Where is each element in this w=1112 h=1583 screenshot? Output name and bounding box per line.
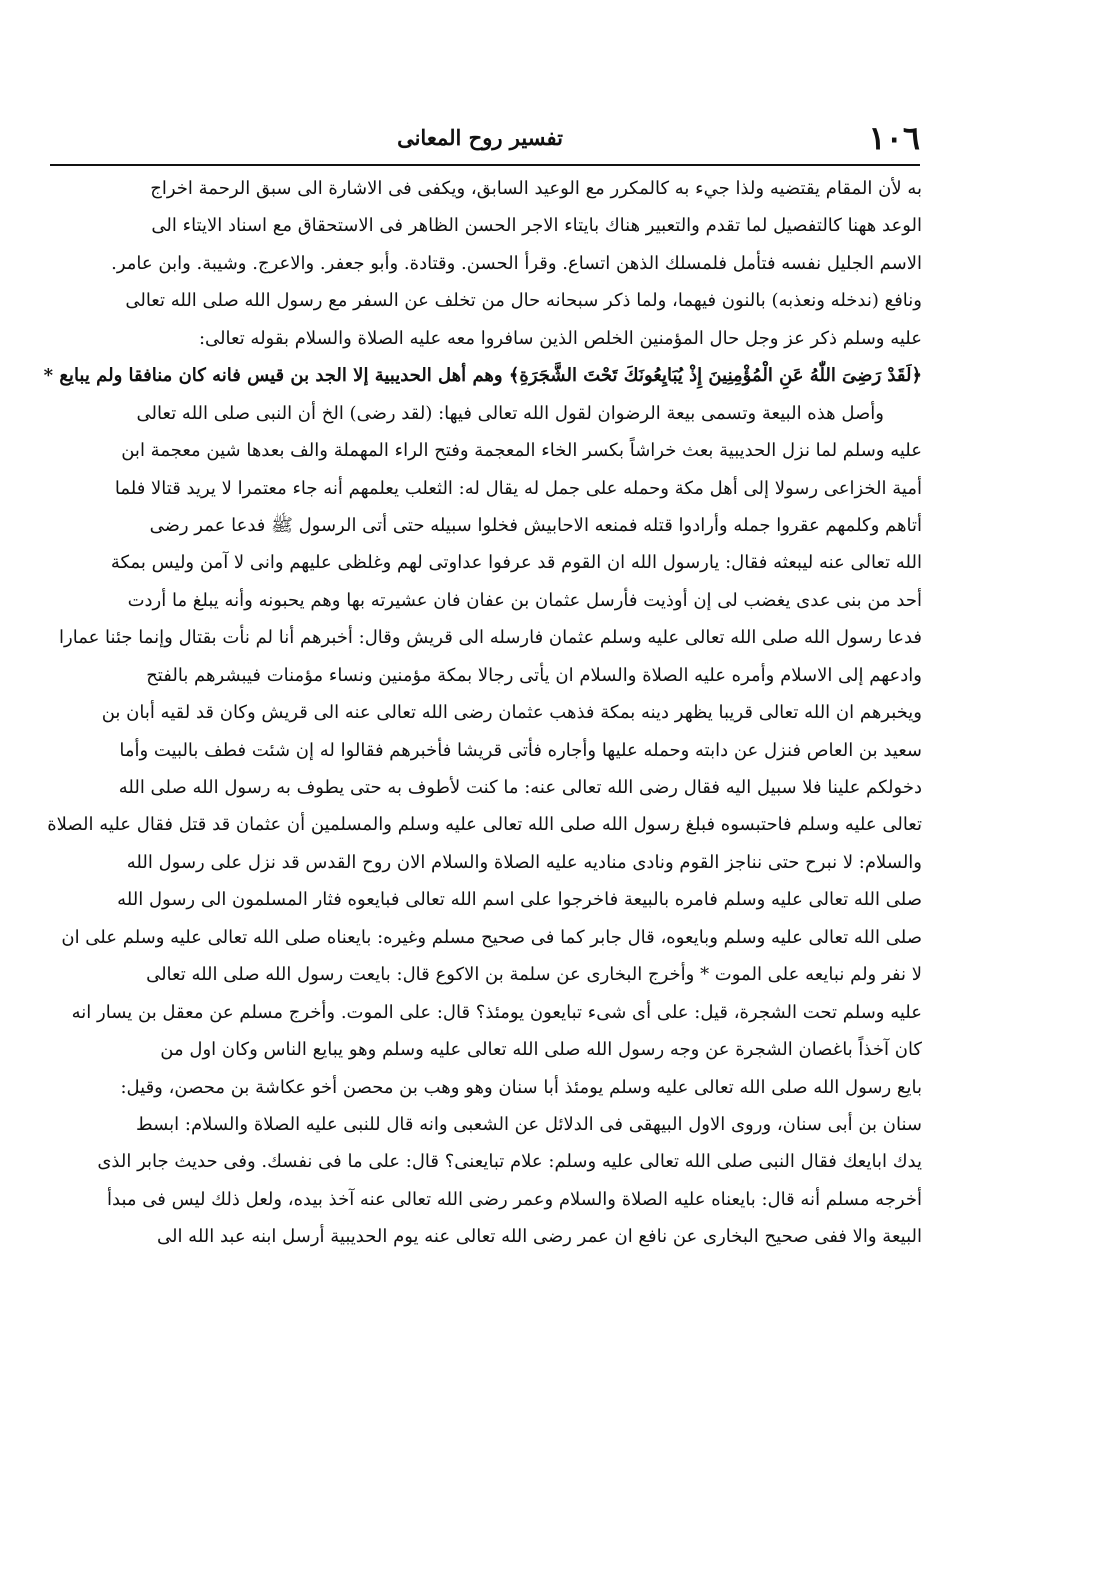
text-line: سنان بن أبى سنان، وروى الاول البيهقى فى الدلائل عن الشعبى وانه قال للنبى عليه الصلاة والسلام: ابسط [136, 1113, 922, 1135]
text-line: عليه وسلم ذكر عز وجل حال المؤمنين الخلص الذين سافروا معه عليه الصلاة والسلام بقوله تعالى: [198, 327, 922, 349]
text-line: أمية الخزاعى رسولا إلى أهل مكة وحمله على جمل له يقال له: الثعلب يعلمهم أنه جاء معتمرا لا يريد قتالا فلما [114, 477, 922, 499]
text-line: به لأن المقام يقتضيه ولذا جيء به كالمكرر مع الوعيد السابق، ويكفى فى الاشارة الى سبق الرحمة اخراج [150, 178, 922, 199]
text-line: صلى الله تعالى عليه وسلم فامره بالبيعة فاخرجوا على اسم الله تعالى فبايعوه فثار المسلمون الى رسول الله [117, 889, 922, 911]
text-line: تعالى عليه وسلم فاحتبسوه فبلغ رسول الله صلى الله تعالى عليه وسلم والمسلمين أن عثمان قد قتل فقال عليه الصلاة [47, 814, 922, 836]
page-number: ١٠٦ [868, 119, 920, 157]
text-line: عليه وسلم تحت الشجرة، قيل: على أى شىء تبايعون يومئذ؟ قال: على الموت. وأخرج مسلم عن معقل بن يسار انه [71, 1001, 922, 1023]
text-line: والسلام: لا نبرح حتى نناجز القوم ونادى مناديه عليه الصلاة والسلام الان روح القدس قد نزل على رسول الله [126, 851, 922, 873]
text-line: الله تعالى عنه ليبعثه فقال: يارسول الله ان القوم قد عرفوا عداوتى لهم وغلظى عليهم وانى لا آمن وليس بمكة [110, 552, 922, 574]
text-line: أحد من بنى عدى يغضب لى إن أوذيت فأرسل عثمان بن عفان فان عشيرته بها وهم يحبونه وأنه يبلغ ما أردت [127, 589, 922, 611]
text-line: الوعد ههنا كالتفصيل لما تقدم والتعبير هناك بايتاء الاجر الحسن الظاهر فى الاستحقاق مع اسناد الايتاء الى [151, 215, 922, 237]
text-line: بايع رسول الله صلى الله تعالى عليه وسلم يومئذ أبا سنان وهو وهب بن محصن أخو عكاشة بن محصن، وقيل: [120, 1076, 922, 1098]
text-line: وادعهم إلى الاسلام وأمره عليه الصلاة والسلام ان يأتى رجالا بمكة مؤمنين ونساء مؤمنات فيبشرهم بالفتح [146, 664, 922, 686]
quran-verse-line: ﴿لَقَدْ رَضِىَ اللّٰهُ عَنِ الْمُؤْمِنِينَ إِذْ يُبَايِعُونَكَ تَحْتَ الشَّجَرَةِ﴾ وهم أهل الحديبية إلا الجد بن قيس فانه كان منافقا ولم يبايع * [43, 365, 922, 387]
text-line: ونافع (ندخله ونعذبه) بالنون فيهما، ولما ذكر سبحانه حال من تخلف عن السفر مع رسول الله صلى الله تعالى [125, 290, 922, 312]
text-line: أخرجه مسلم أنه قال: بايعناه عليه الصلاة والسلام وعمر رضى الله تعالى عنه آخذ بيده، ولعل ذلك ليس فى مبدأ [107, 1188, 922, 1210]
text-line: صلى الله تعالى عليه وسلم وبايعوه، قال جابر كما فى صحيح مسلم وغيره: بايعناه صلى الله تعالى عليه وسلم على ان [61, 926, 922, 948]
text-line: كان آخذاً باغصان الشجرة عن وجه رسول الله صلى الله تعالى عليه وسلم وهو يبايع الناس وكان اول من [160, 1039, 922, 1061]
text-line: عليه وسلم لما نزل الحديبية بعث خراشاً بكسر الخاء المعجمة وفتح الراء المهملة والف بعدها شين معجمة ابن [121, 440, 922, 462]
text-line: يدك ابايعك فقال النبى صلى الله تعالى عليه وسلم: علام تبايعنى؟ قال: على ما فى نفسك. وفى حديث جابر الذى [97, 1151, 922, 1173]
page-header [40, 118, 920, 158]
text-line: لا نفر ولم نبايعه على الموت * وأخرج البخارى عن سلمة بن الاكوع قال: بايعت رسول الله صلى الله تعالى [146, 964, 922, 986]
text-line: أتاهم وكلمهم عقروا جمله وأرادوا قتله فمنعه الاحابيش فخلوا سبيله حتى أتى الرسول ﷺ فدعا عمر رضى [149, 514, 922, 536]
paragraph-start-line: وأصل هذه البيعة وتسمى بيعة الرضوان لقول الله تعالى فيها: (لقد رضى) الخ أن النبى صلى الله تعالى [136, 402, 884, 424]
text-line: فدعا رسول الله صلى الله تعالى عليه وسلم عثمان فارسله الى قريش وقال: أخبرهم أنا لم نأت بقتال وإنما جئنا عمارا [59, 627, 922, 649]
text-line: ويخبرهم ان الله تعالى قريبا يظهر دينه بمكة فذهب عثمان رضى الله تعالى عنه الى قريش وكان قد لقيه أبان بن [101, 702, 922, 724]
body-text [38, 170, 922, 1460]
text-line: الاسم الجليل نفسه فتأمل فلمسلك الذهن اتساع. وقرأ الحسن. وقتادة. وأبو جعفر. والاعرج. وشيبة. وابن عامر. [111, 252, 922, 274]
text-line: البيعة والا ففى صحيح البخارى عن نافع ان عمر رضى الله تعالى عنه يوم الحديبية أرسل ابنه عبد الله الى [156, 1226, 922, 1248]
text-line: سعيد بن العاص فنزل عن دابته وحمله عليها وأجاره فأتى قريشا فأخبرهم فقالوا له إن شئت فطف بالبيت وأما [119, 739, 922, 761]
running-title: تفسير روح المعانى [397, 125, 563, 150]
header-rule [50, 164, 920, 166]
text-line: دخولكم علينا فلا سبيل اليه فقال رضى الله تعالى عنه: ما كنت لأطوف به حتى يطوف به رسول الله صلى الله [118, 777, 922, 798]
